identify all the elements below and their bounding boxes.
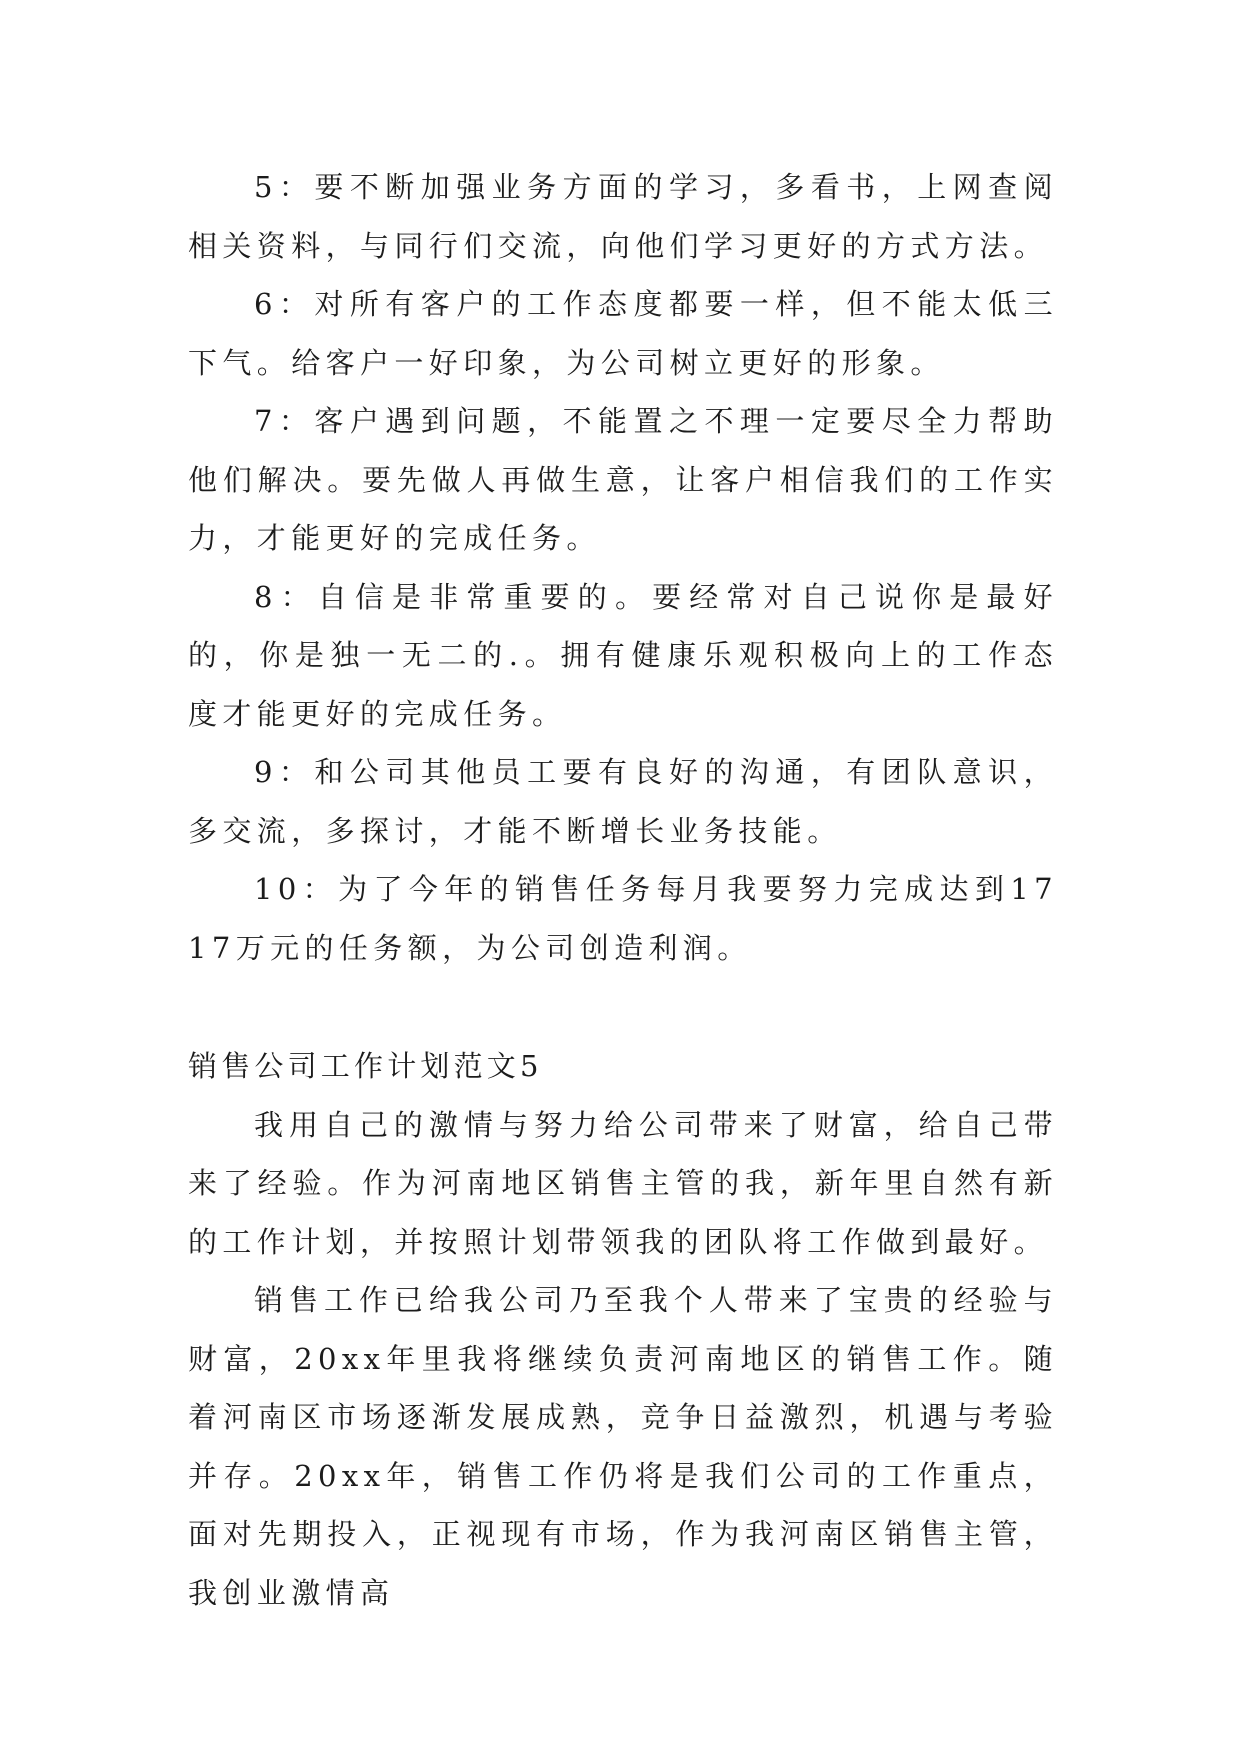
document-body (188, 158, 1058, 1622)
paragraph-sales-work: 销售工作已给我公司乃至我个人带来了宝贵的经验与财富，20xx年里我将继续负责河南地区的销售工作。随着河南区市场逐渐发展成熟，竞争日益激烈，机遇与考验并存。20xx年，销售工作仍将是我们公司的工作重点，面对先期投入，正视现有市场，作为我河南区销售主管，我创业激情高 (188, 1283, 1058, 1610)
paragraph-item-10: 10：为了今年的销售任务每月我要努力完成达到1717万元的任务额，为公司创造利润。 (188, 872, 1058, 965)
paragraph-item-6: 6：对所有客户的工作态度都要一样，但不能太低三下气。给客户一好印象，为公司树立更好的形象。 (188, 287, 1058, 380)
section-title: 销售公司工作计划范文5 (188, 1049, 543, 1083)
paragraph-intro: 我用自己的激情与努力给公司带来了财富，给自己带来了经验。作为河南地区销售主管的我，新年里自然有新的工作计划，并按照计划带领我的团队将工作做到最好。 (188, 1107, 1058, 1259)
paragraph-item-7: 7：客户遇到问题，不能置之不理一定要尽全力帮助他们解决。要先做人再做生意，让客户相信我们的工作实力，才能更好的完成任务。 (188, 404, 1058, 555)
paragraph-item-8: 8：自信是非常重要的。要经常对自己说你是最好的，你是独一无二的.。拥有健康乐观积极向上的工作态度才能更好的完成任务。 (188, 579, 1058, 731)
paragraph-item-9: 9：和公司其他员工要有良好的沟通，有团队意识，多交流，多探讨，才能不断增长业务技能。 (188, 755, 1058, 848)
paragraph-item-5: 5：要不断加强业务方面的学习，多看书，上网查阅相关资料，与同行们交流，向他们学习更好的方式方法。 (188, 170, 1058, 263)
